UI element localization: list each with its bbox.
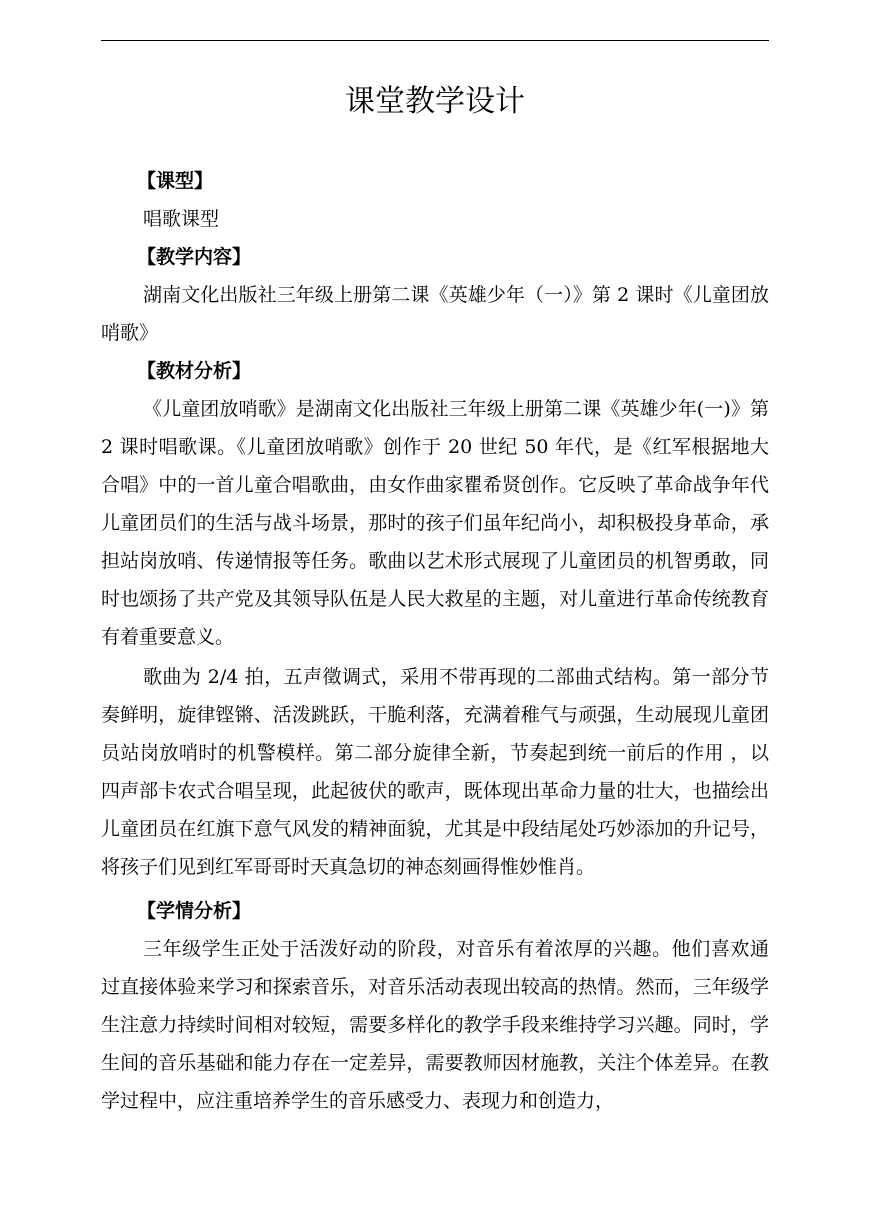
section-heading-teaching-content: 【教学内容】 (137, 246, 252, 268)
page-title: 课堂教学设计 (345, 84, 525, 119)
section-heading-material-analysis: 【教材分析】 (137, 360, 252, 382)
section-text-lesson-type: 唱歌课型 (143, 208, 220, 230)
section-text-teaching-content: 湖南文化出版社三年级上册第二课《英雄少年（一）》第 2 课时《儿童团放哨歌》 (101, 284, 769, 344)
section-text-material-analysis-2: 歌曲为 2/4 拍，五声徵调式，采用不带再现的二部曲式结构。第一部分节奏鲜明，旋律铿锵、活泼跳跃，干脆利落，充满着稚气与顽强，生动展现儿童团员站岗放哨时的机警模样。第二部分旋律全新，节奏起到统一前后的作用 ，以四声部卡农式合唱呈现，此起彼伏的歌声，既体现出革命力量的壮大，也描绘出儿童团员在红旗下意气风发的精神面貌，尤其是中段结尾处巧妙添加的升记号，将孩子们见到红军哥哥时天真急切的神态刻画得惟妙惟肖。 (101, 666, 769, 878)
section-heading-learner-analysis: 【学情分析】 (137, 900, 252, 922)
document-body (101, 162, 769, 1120)
section-heading-lesson-type: 【课型】 (137, 170, 214, 192)
section-text-material-analysis-1: 《儿童团放哨歌》是湖南文化出版社三年级上册第二课《英雄少年(一)》第 2 课时唱歌课。《儿童团放哨歌》创作于 20 世纪 50 年代，是《红军根据地大合唱》中的一首儿童合唱歌曲，由女作曲家瞿希贤创作。它反映了革命战争年代儿童团员们的生活与战斗场景，那时的孩子们虽年纪尚小，却积极投身革命，承担站岗放哨、传递情报等任务。歌曲以艺术形式展现了儿童团员的机智勇敢，同时也颂扬了共产党及其领导队伍是人民大救星的主题，对儿童进行革命传统教育有着重要意义。 (101, 398, 769, 648)
section-text-learner-analysis: 三年级学生正处于活泼好动的阶段，对音乐有着浓厚的兴趣。他们喜欢通过直接体验来学习和探索音乐，对音乐活动表现出较高的热情。然而，三年级学生注意力持续时间相对较短，需要多样化的教学手段来维持学习兴趣。同时，学生间的音乐基础和能力存在一定差异，需要教师因材施教，关注个体差异。在教学过程中，应注重培养学生的音乐感受力、表现力和创造力， (101, 938, 769, 1112)
header-rule (101, 40, 769, 41)
